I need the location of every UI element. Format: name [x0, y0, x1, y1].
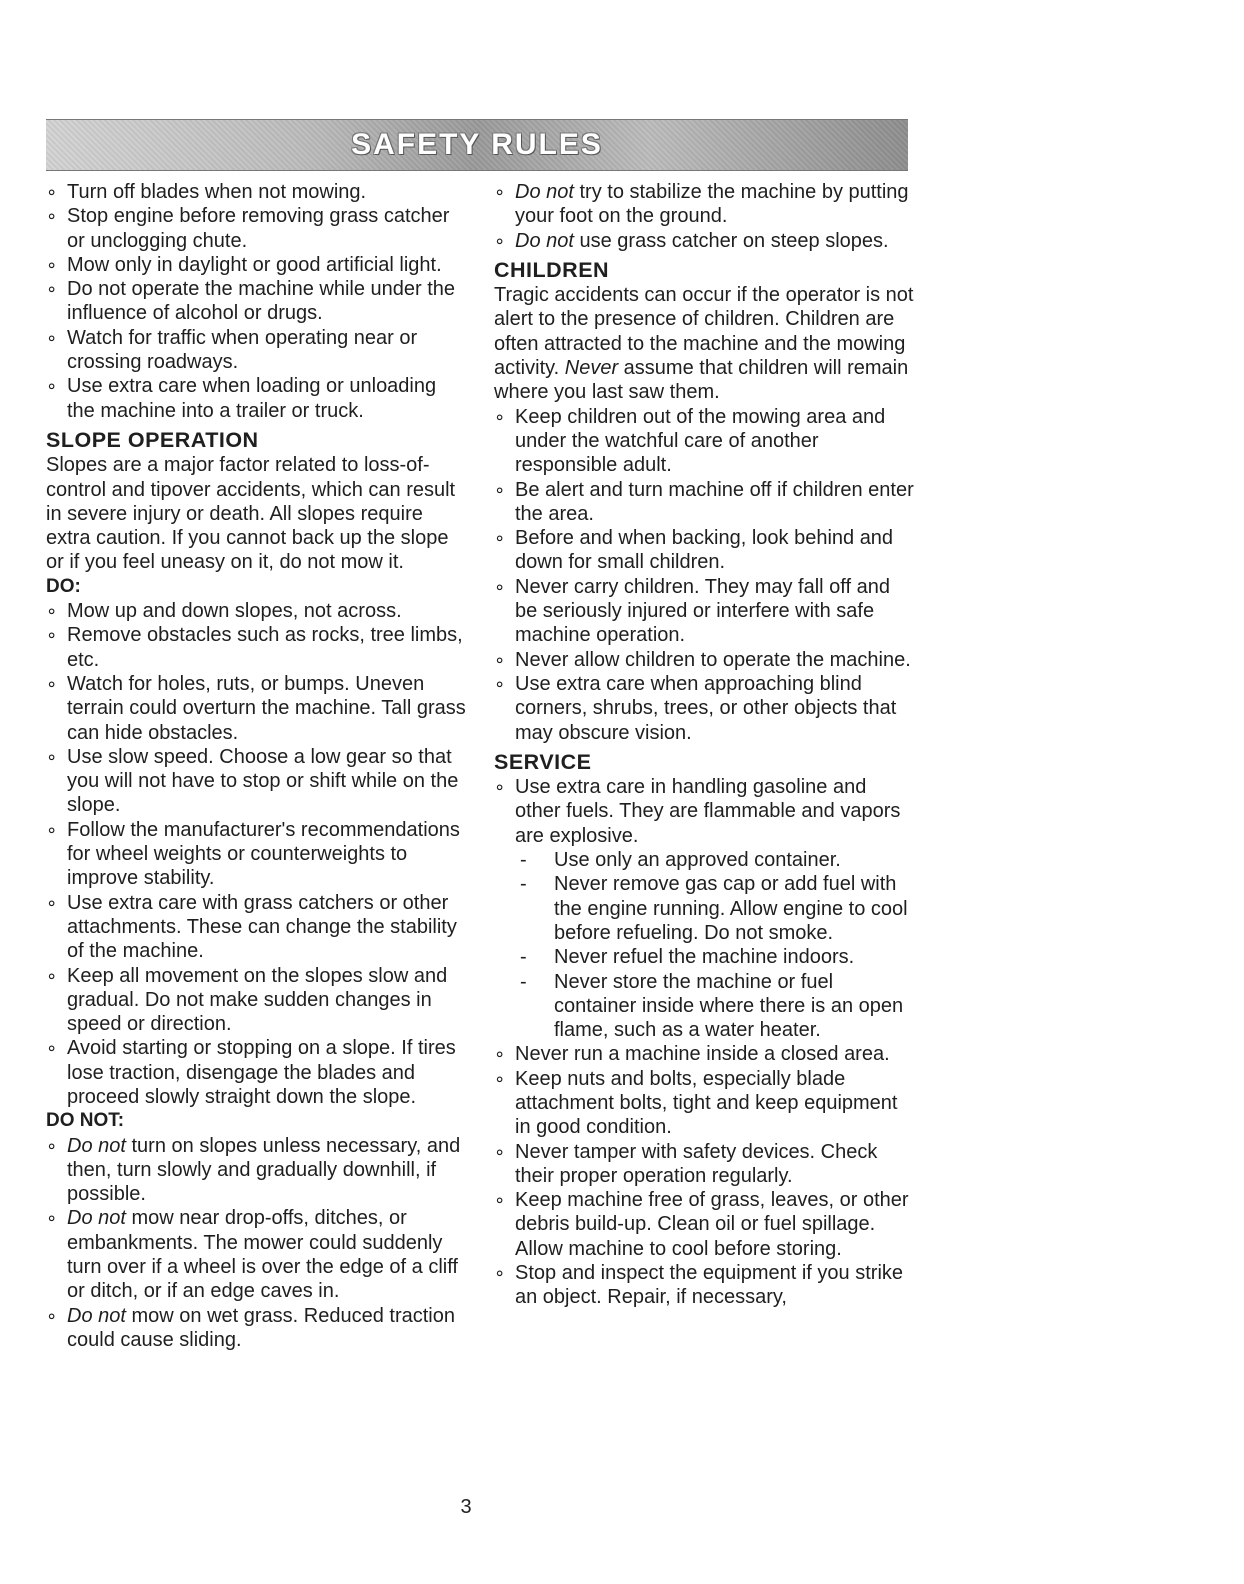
list-item-lead: Do not — [67, 1304, 126, 1327]
list-item: ∘ Keep children out of the mowing area and under the watchful care of another responsible adult. — [494, 405, 914, 478]
list-item: ∘ Remove obstacles such as rocks, tree limbs, etc. — [46, 623, 466, 672]
do-heading: DO: — [46, 575, 81, 597]
list-item: ∘ Use extra care when approaching blind corners, shrubs, trees, or other objects that may obscure vision. — [494, 672, 914, 745]
list-item-text: mow near drop-offs, ditches, or embankments. The mower could suddenly turn over if a wheel is over the edge of a cliff or ditch, or if an edge caves in. — [67, 1207, 458, 1303]
list-item-lead: Do not — [515, 181, 574, 203]
list-item — [46, 1206, 466, 1303]
do-not-list — [46, 1134, 466, 1353]
do-not-heading: DO NOT: — [46, 1110, 125, 1132]
list-item: ∘ Keep machine free of grass, leaves, or other debris build-up. Clean oil or fuel spillage. Allow machine to cool before storing. — [494, 1188, 914, 1261]
list-item: ∘ Do not operate the machine while under the influence of alcohol or drugs. — [46, 277, 466, 326]
list-item: ∘ Keep all movement on the slopes slow and gradual. Do not make sudden changes in speed or direction. — [46, 964, 466, 1037]
list-item-text: mow on wet grass. Reduced traction could cause sliding. — [67, 1304, 455, 1351]
sub-list-item: - Never store the machine or fuel container inside where there is an open flame, such as a water heater. — [515, 970, 914, 1043]
service-list — [494, 775, 914, 848]
service-heading: SERVICE — [494, 749, 592, 774]
list-item: ∘ Mow only in daylight or good artificial light. — [46, 253, 466, 277]
list-item: ∘ Use extra care in handling gasoline and other fuels. They are flammable and vapors are explosive. — [494, 775, 914, 848]
fuel-sublist — [494, 848, 914, 1042]
list-item-text: try to stabilize the machine by putting your foot on the ground. — [515, 181, 909, 228]
left-column — [46, 180, 466, 1352]
children-paragraph-main: Tragic accidents can occur if the operator is not alert to the presence of children. Children are often attracted to the machine and the mowing activity. — [494, 284, 914, 380]
list-item: ∘ Avoid starting or stopping on a slope. If tires lose traction, disengage the blades and proceed slowly straight down the slope. — [46, 1036, 466, 1109]
slope-operation-heading: SLOPE OPERATION — [46, 427, 259, 452]
service-list-continued — [494, 1042, 914, 1309]
do-list — [46, 599, 466, 1109]
list-item: ∘ Follow the manufacturer's recommendations for wheel weights or counterweights to improve stability. — [46, 818, 466, 891]
list-item-text: use grass catcher on steep slopes. — [573, 229, 889, 252]
do-not-continued-list — [494, 180, 914, 253]
right-column — [494, 180, 914, 1310]
list-item: ∘ Never allow children to operate the machine. — [494, 648, 914, 672]
list-item-lead: Do not — [515, 229, 574, 252]
list-item: ∘ Watch for traffic when operating near or crossing roadways. — [46, 326, 466, 375]
children-paragraph-emphasis: Never — [564, 357, 619, 380]
list-item: ∘ Never run a machine inside a closed area. — [494, 1042, 914, 1066]
list-item — [46, 1134, 466, 1207]
list-item: ∘ Use extra care when loading or unloading the machine into a trailer or truck. — [46, 374, 466, 423]
sub-list-item: - Never remove gas cap or add fuel with the engine running. Allow engine to cool before refueling. Do not smoke. — [515, 872, 914, 945]
list-item — [494, 229, 914, 253]
list-item: ∘ Mow up and down slopes, not across. — [46, 599, 466, 623]
list-item: ∘ Never carry children. They may fall off and be seriously injured or interfere with safe machine operation. — [494, 575, 914, 648]
list-item — [46, 1304, 466, 1353]
children-paragraph — [494, 283, 914, 404]
page-title: SAFETY RULES — [351, 128, 603, 161]
list-item: ∘ Never tamper with safety devices. Check their proper operation regularly. — [494, 1140, 914, 1189]
general-rules-list — [46, 180, 466, 423]
section-banner — [46, 119, 908, 171]
list-item: ∘ Use extra care with grass catchers or other attachments. These can change the stability of the machine. — [46, 891, 466, 964]
list-item: ∘ Keep nuts and bolts, especially blade attachment bolts, tight and keep equipment in good condition. — [494, 1067, 914, 1140]
sub-list-item: - Use only an approved container. — [515, 848, 914, 872]
list-item: ∘ Use slow speed. Choose a low gear so that you will not have to stop or shift while on the slope. — [46, 745, 466, 818]
children-heading: CHILDREN — [494, 257, 610, 282]
list-item-lead: Do not — [67, 1207, 126, 1230]
list-item: ∘ Turn off blades when not mowing. — [46, 180, 466, 204]
list-item: ∘ Be alert and turn machine off if children enter the area. — [494, 478, 914, 527]
page-number: 3 — [460, 1496, 472, 1518]
list-item-text: turn on slopes unless necessary, and then, turn slowly and gradually downhill, if possible. — [67, 1134, 461, 1206]
children-paragraph-end: assume that children will remain where you last saw them. — [494, 357, 909, 404]
list-item — [494, 180, 914, 229]
slope-operation-paragraph: Slopes are a major factor related to loss-of-control and tipover accidents, which can result in severe injury or death. All slopes require extra caution. If you cannot back up the slope or if you feel uneasy on it, do not mow it. — [46, 454, 456, 574]
children-list — [494, 405, 914, 745]
list-item: ∘ Stop engine before removing grass catcher or unclogging chute. — [46, 204, 466, 253]
sub-list-item: - Never refuel the machine indoors. — [515, 945, 914, 969]
list-item: ∘ Stop and inspect the equipment if you strike an object. Repair, if necessary, — [494, 1261, 914, 1310]
list-item-lead: Do not — [67, 1134, 126, 1157]
list-item: ∘ Watch for holes, ruts, or bumps. Uneven terrain could overturn the machine. Tall grass can hide obstacles. — [46, 672, 466, 745]
list-item: ∘ Before and when backing, look behind and down for small children. — [494, 526, 914, 575]
